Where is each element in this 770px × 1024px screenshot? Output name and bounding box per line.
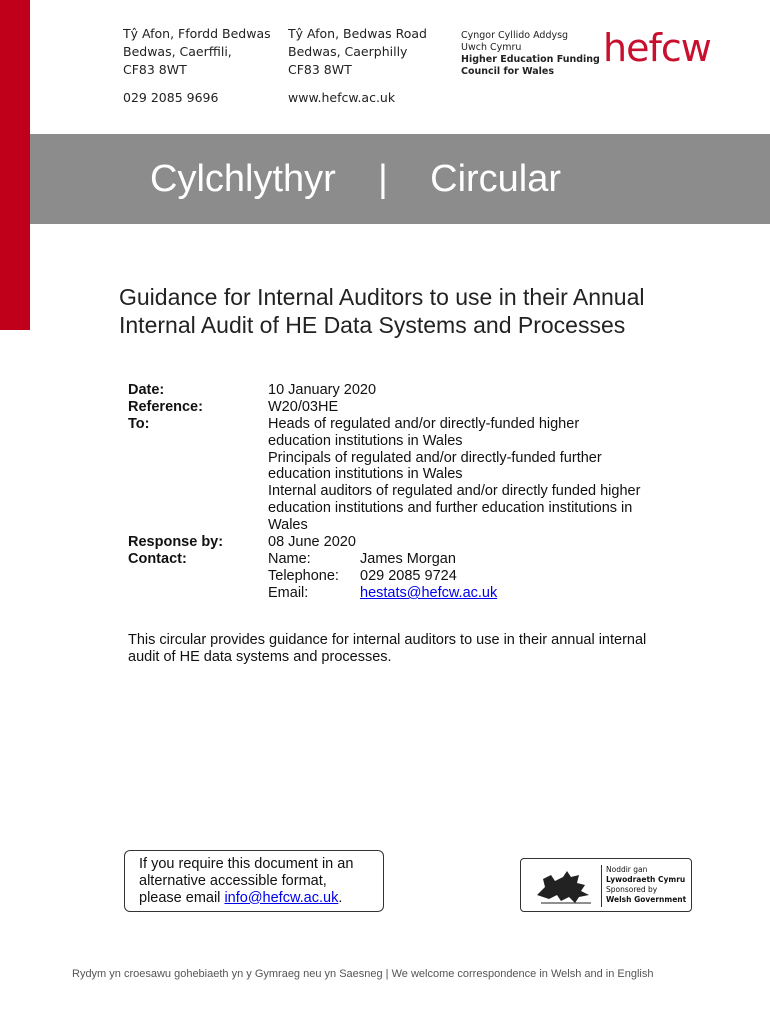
address-line: Tŷ Afon, Ffordd Bedwas: [123, 26, 271, 41]
recipient-line: Internal auditors of regulated and/or directly funded higher: [268, 483, 641, 500]
red-side-bar: [0, 0, 30, 330]
website-link[interactable]: www.hefcw.ac.uk: [288, 90, 396, 105]
date-label: Date:: [128, 382, 165, 398]
org-name-english-line: Higher Education Funding: [461, 54, 600, 65]
org-name: [461, 30, 600, 78]
contact-email-link[interactable]: hestats@hefcw.ac.uk: [360, 585, 498, 601]
response-label: Response by:: [128, 534, 224, 550]
sponsor-line: Lywodraeth Cymru: [606, 875, 686, 884]
reference-value: W20/03HE: [268, 399, 339, 415]
sponsor-line: Welsh Government: [606, 895, 687, 904]
name-label: Name:: [268, 551, 311, 567]
address-welsh: [123, 25, 271, 107]
to-label: To:: [128, 416, 150, 432]
accessible-format-text: If you require this document in an alternative accessible format, please email: [139, 856, 354, 906]
circular-banner: [30, 134, 770, 224]
address-line: Tŷ Afon, Bedwas Road: [288, 26, 427, 41]
sponsor-line: Sponsored by: [606, 885, 658, 894]
footer-correspondence: Rydym yn croesawu gohebiaeth yn y Gymraeg neu yn Saesneg | We welcome correspondence in Welsh and in English: [72, 968, 654, 980]
banner-text: Cylchlythyr | Circular: [150, 158, 562, 200]
contact-label: Contact:: [128, 551, 187, 567]
email-label: Email:: [268, 585, 309, 601]
address-line: Bedwas, Caerphilly: [288, 44, 408, 59]
welsh-government-text: [606, 865, 686, 905]
accessible-format-box: [124, 850, 384, 912]
telephone-label: Telephone:: [268, 568, 339, 584]
date-value: 10 January 2020: [268, 382, 377, 398]
contact-telephone: 029 2085 9724: [360, 568, 457, 584]
address-line: Bedwas, Caerffili,: [123, 44, 232, 59]
to-recipients: [268, 416, 688, 534]
response-value: 08 June 2020: [268, 534, 356, 550]
org-name-english-line: Council for Wales: [461, 66, 555, 77]
info-email-link[interactable]: info@hefcw.ac.uk: [224, 889, 339, 906]
sponsor-line: Noddir gan: [606, 865, 648, 874]
badge-divider: [601, 865, 602, 907]
org-name-welsh-line: Uwch Cymru: [461, 42, 522, 53]
welsh-dragon-icon: [531, 865, 601, 907]
org-name-welsh-line: Cyngor Cyllido Addysg: [461, 30, 569, 41]
recipient-line: education institutions and further education institutions in: [268, 499, 633, 516]
recipient-line: education institutions in Wales: [268, 466, 463, 483]
recipient-line: Principals of regulated and/or directly-funded further: [268, 449, 602, 466]
reference-label: Reference:: [128, 399, 203, 415]
recipient-line: Wales: [268, 516, 308, 533]
contact-details: [268, 551, 688, 602]
recipient-line: Heads of regulated and/or directly-funded higher: [268, 416, 580, 432]
recipient-line: education institutions in Wales: [268, 432, 463, 449]
accessible-format-end: .: [338, 889, 343, 906]
address-english: [288, 25, 427, 107]
welsh-government-badge: [520, 858, 692, 912]
contact-name: James Morgan: [360, 551, 456, 567]
document-title: Guidance for Internal Auditors to use in their Annual Internal Audit of HE Data Systems and Processes: [119, 284, 645, 338]
hefcw-logo: hefcw: [603, 26, 711, 70]
address-line: CF83 8WT: [123, 62, 187, 77]
phone-number: 029 2085 9696: [123, 90, 219, 105]
circular-summary: This circular provides guidance for internal auditors to use in their annual internal audit of HE data systems and processes.: [128, 632, 647, 665]
address-line: CF83 8WT: [288, 62, 352, 77]
